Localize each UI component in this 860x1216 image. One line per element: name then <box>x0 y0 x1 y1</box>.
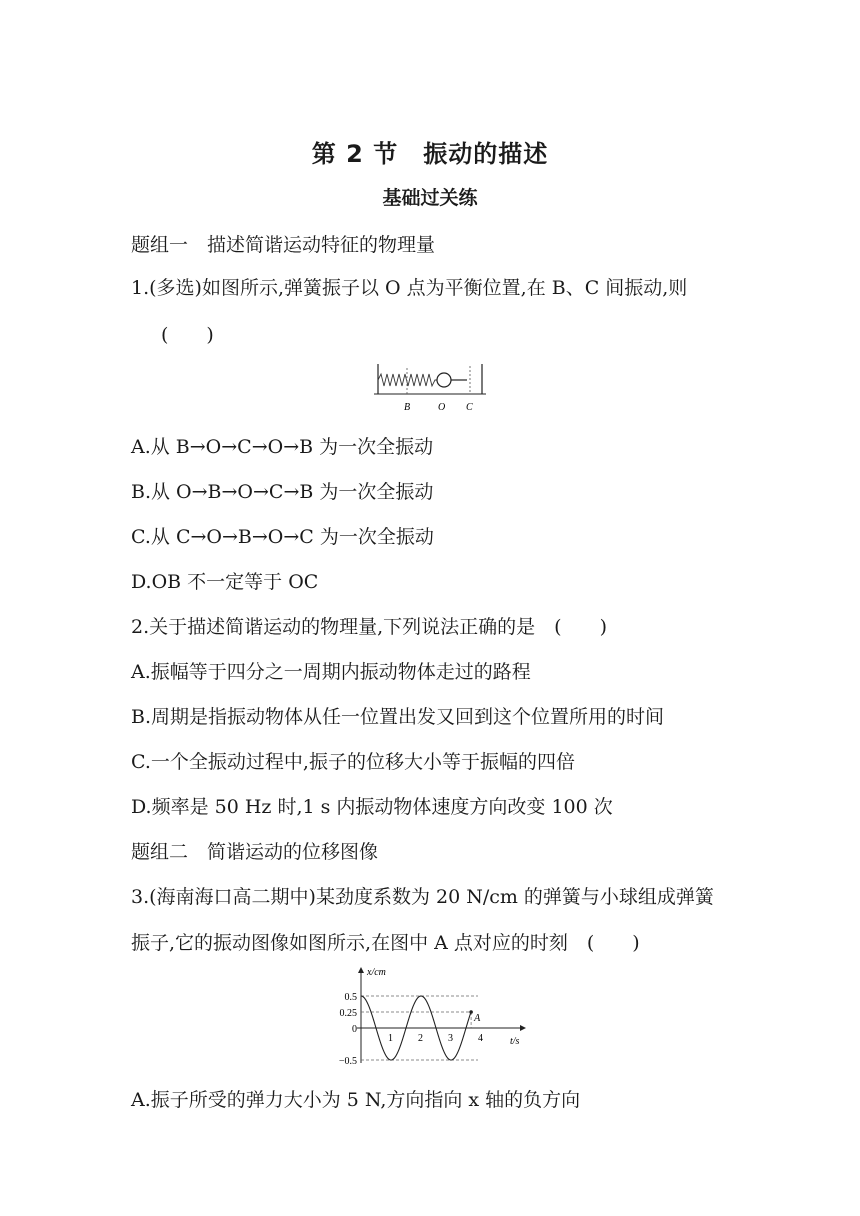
y-tick-label: 0.25 <box>339 1008 357 1019</box>
q1-answer-paren: ( ) <box>161 324 214 346</box>
x-tick-label: 3 <box>448 1033 453 1044</box>
spring-oscillator-figure <box>372 360 488 416</box>
vibration-graph <box>330 965 530 1065</box>
q2-option-d: D.频率是 50 Hz 时,1 s 内振动物体速度方向改变 100 次 <box>131 796 613 818</box>
q2-option-b: B.周期是指振动物体从任一位置出发又回到这个位置所用的时间 <box>131 706 665 728</box>
label-c: C <box>466 402 473 413</box>
x-tick-label: 2 <box>418 1033 423 1044</box>
group1-heading: 题组一 描述简谐运动特征的物理量 <box>131 234 436 256</box>
q3-option-a: A.振子所受的弹力大小为 5 N,方向指向 x 轴的负方向 <box>131 1089 581 1111</box>
group2-heading: 题组二 简谐运动的位移图像 <box>131 841 379 863</box>
x-axis-arrow <box>358 967 364 973</box>
q1-option-a: A.从 B→O→C→O→B 为一次全振动 <box>131 436 434 458</box>
y-tick-label: 0 <box>352 1024 357 1035</box>
page-title: 第 2 节 振动的描述 <box>311 140 549 168</box>
point-a-label: A <box>474 1013 481 1024</box>
x-tick-label: 4 <box>478 1033 483 1044</box>
label-o: O <box>438 402 446 413</box>
spring-coil <box>378 374 437 386</box>
q2-stem: 2.关于描述简谐运动的物理量,下列说法正确的是 ( ) <box>131 616 607 638</box>
y-tick-label: −0.5 <box>338 1056 357 1065</box>
chart-labels <box>339 967 520 1065</box>
q1-option-d: D.OB 不一定等于 OC <box>131 571 319 593</box>
point-a-marker <box>469 1010 473 1014</box>
ball <box>437 373 451 387</box>
t-axis-arrow <box>520 1025 526 1031</box>
q1-option-c: C.从 C→O→B→O→C 为一次全振动 <box>131 526 434 548</box>
label-b: B <box>404 402 411 413</box>
x-tick-label: 1 <box>388 1033 393 1044</box>
q3-stem-line2: 振子,它的振动图像如图所示,在图中 A 点对应的时刻 ( ) <box>131 932 640 954</box>
q2-option-a: A.振幅等于四分之一周期内振动物体走过的路程 <box>131 661 531 683</box>
y-tick-label: 0.5 <box>344 992 357 1003</box>
y-axis-label: x/cm <box>367 967 386 978</box>
q3-stem-line1: 3.(海南海口高二期中)某劲度系数为 20 N/cm 的弹簧与小球组成弹簧 <box>131 886 714 908</box>
x-axis-label: t/s <box>510 1036 520 1047</box>
q2-option-c: C.一个全振动过程中,振子的位移大小等于振幅的四倍 <box>131 751 575 773</box>
q1-option-b: B.从 O→B→O→C→B 为一次全振动 <box>131 481 434 503</box>
q1-stem: 1.(多选)如图所示,弹簧振子以 O 点为平衡位置,在 B、C 间振动,则 <box>131 277 688 299</box>
section-subtitle: 基础过关练 <box>382 187 478 209</box>
